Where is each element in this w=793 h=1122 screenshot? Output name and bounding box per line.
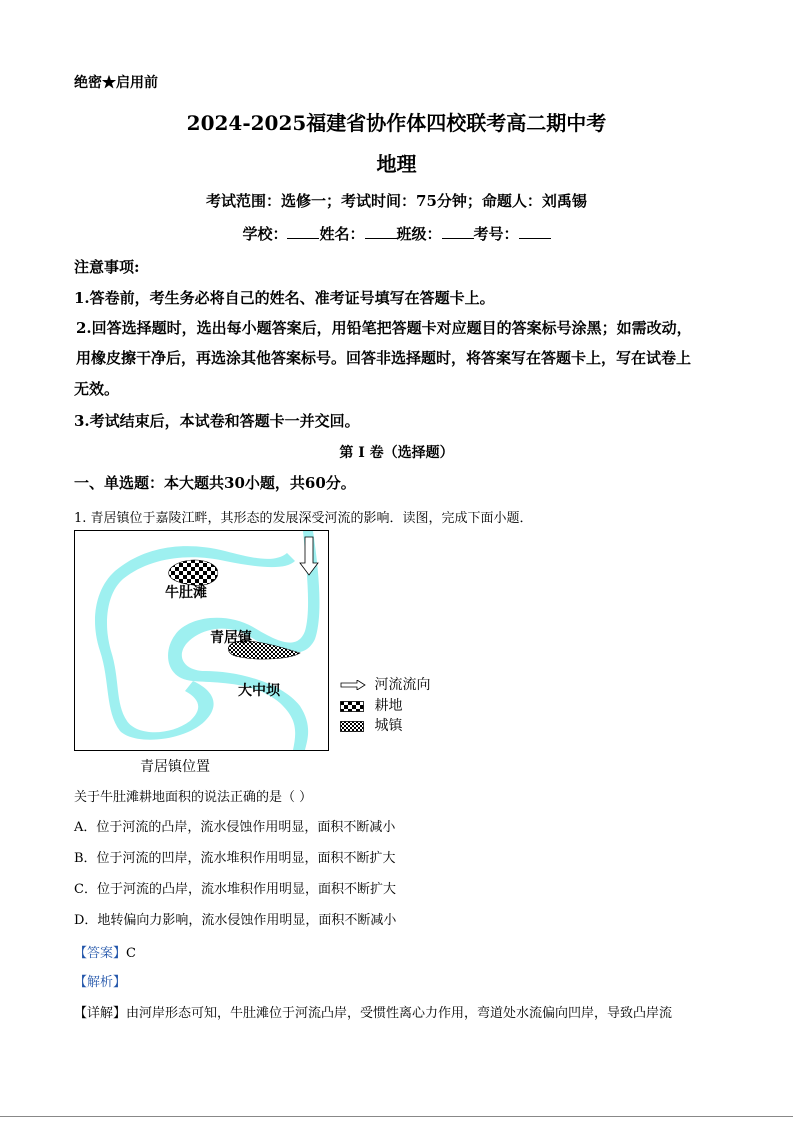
- question-1-stem: 1. 青居镇位于嘉陵江畔，其形态的发展深受河流的影响．读图，完成下面小题．: [74, 511, 533, 526]
- notice-item-2-line1: 2.回答选择题时，选出每小题答案后，用铅笔把答题卡对应题目的答案标号涂黑；如需改动，: [76, 319, 692, 337]
- volume-heading: 第 I 卷（选择题）: [339, 445, 454, 461]
- river-map-svg: [75, 531, 328, 750]
- legend-flow: [340, 674, 430, 694]
- sub-question: 关于牛肚滩耕地面积的说法正确的是（ ）: [74, 790, 313, 805]
- qingju-map: [74, 530, 329, 751]
- name-blank: [365, 226, 397, 239]
- notice-item-3: 3.考试结束后，本试卷和答题卡一并交回。: [74, 412, 360, 430]
- school-label: 学校：: [242, 225, 288, 243]
- notice-heading: 注意事项:: [74, 258, 140, 276]
- detail-line: [74, 1002, 672, 1021]
- detail-text: 由河岸形态可知，牛肚滩位于河流凸岸，受惯性离心力作用，弯道处水流偏向凹岸，导致凸岸流: [126, 1006, 673, 1021]
- flow-legend-icon: [340, 680, 366, 690]
- river-island: [118, 618, 137, 681]
- option-b: B．位于河流的凹岸，流水堆积作用明显，面积不断扩大: [74, 851, 396, 866]
- answer-label: 【答案】: [74, 946, 127, 961]
- option-c: C．位于河流的凸岸，流水堆积作用明显，面积不断扩大: [74, 882, 396, 897]
- page-bottom-rule: [0, 1116, 793, 1117]
- name-label: 姓名：: [319, 225, 365, 243]
- subject-title: 地理: [376, 152, 417, 176]
- town-legend-icon: [340, 721, 364, 732]
- part-heading: 一、单选题：本大题共30小题，共60分。: [74, 474, 356, 492]
- label-qingju: 青居镇: [210, 630, 252, 646]
- legend-town-label: 城镇: [374, 718, 403, 734]
- exam-info: 考试范围：选修一；考试时间：75分钟；命题人：刘禹锡: [206, 192, 587, 210]
- answer-line: [74, 942, 136, 961]
- legend-farmland: [340, 695, 402, 715]
- notice-item-2-line3: 无效。: [74, 380, 120, 398]
- farmland-legend-icon: [340, 701, 364, 712]
- label-niudutan: 牛肚滩: [165, 585, 207, 601]
- legend-town: [340, 715, 402, 735]
- map-caption: 青居镇位置: [140, 759, 210, 775]
- number-label: 考号：: [473, 225, 519, 243]
- option-a: A．位于河流的凸岸，流水侵蚀作用明显，面积不断减小: [74, 820, 396, 835]
- notice-item-1: 1.答卷前，考生务必将自己的姓名、准考证号填写在答题卡上。: [74, 289, 495, 307]
- detail-label: 【详解】: [74, 1006, 127, 1021]
- analysis-label: 【解析】: [74, 975, 127, 990]
- class-label: 班级：: [396, 225, 442, 243]
- legend-flow-label: 河流流向: [374, 677, 431, 693]
- confidential-mark: 绝密★启用前: [74, 75, 158, 91]
- notice-item-2-line2: 用橡皮擦干净后，再选涂其他答案标号。回答非选择题时，将答案写在答题卡上，写在试卷上: [76, 349, 692, 367]
- legend-farmland-label: 耕地: [374, 698, 403, 714]
- option-d: D．地转偏向力影响，流水侵蚀作用明显，面积不断减小: [74, 913, 397, 928]
- label-dazhongba: 大中坝: [238, 683, 280, 699]
- answer-value: C: [126, 946, 136, 961]
- school-blank: [287, 226, 319, 239]
- number-blank: [519, 226, 551, 239]
- exam-title: 2024-2025福建省协作体四校联考高二期中考: [186, 111, 607, 135]
- class-blank: [442, 226, 474, 239]
- student-fields: [0, 223, 793, 244]
